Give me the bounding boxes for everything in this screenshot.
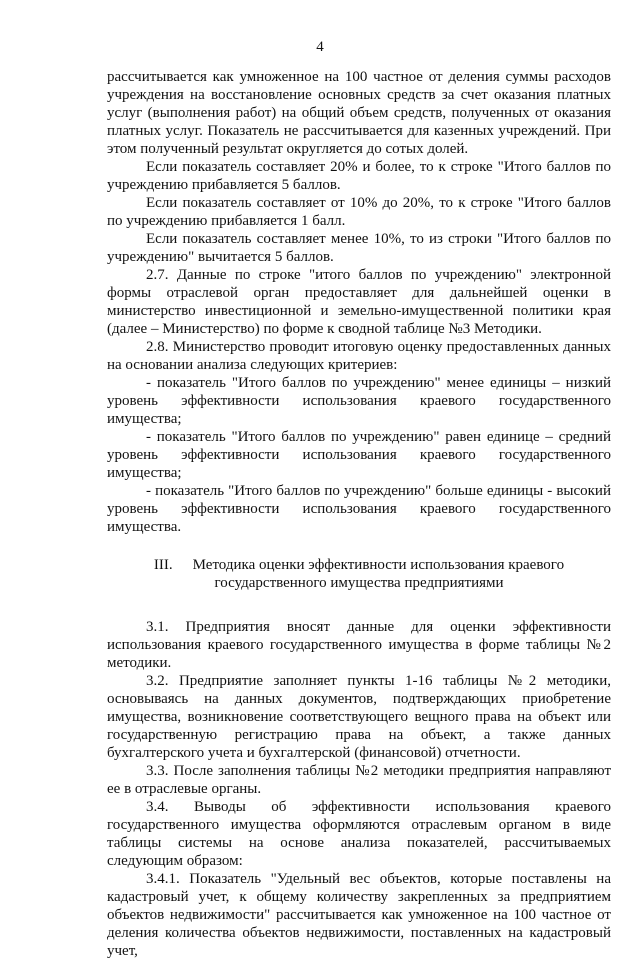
paragraph: - показатель "Итого баллов по учреждению" больше единицы - высокий уровень эффективности использования краевого государственного имущества. (107, 483, 611, 535)
page-number: 4 (316, 39, 324, 55)
paragraph: - показатель "Итого баллов по учреждению" равен единице – средний уровень эффективности использования краевого государственного имущества; (107, 429, 611, 481)
paragraph: 2.7. Данные по строке "итого баллов по учреждению" электронной формы отраслевой орган предоставляет для дальнейшей оценки в министерство инвестиционной и земельно-имущественной политики края (далее – Министерство) по форме к сводной таблице №3 Методики. (107, 267, 611, 337)
paragraph: 3.4. Выводы об эффективности использования краевого государственного имущества оформляются отраслевым органом в виде таблицы системы на основе анализа показателей, рассчитываемых следующим образом: (107, 799, 611, 869)
section-heading (107, 556, 611, 592)
paragraph: 3.4.1. Показатель "Удельный вес объектов, которые поставлены на кадастровый учет, к общему количеству закрепленных за предприятием объектов недвижимости" рассчитывается как умноженное на 100 частное от деления количества объектов недвижимости, поставленных на кадастровый учет, (107, 871, 611, 959)
paragraph: рассчитывается как умноженное на 100 частное от деления суммы расходов учреждения на восстановление основных средств за счет оказания платных услуг (выполнения работ) на общий объем средств, полученных от оказания платных услуг. Показатель не рассчитывается для казенных учреждений. При этом полученный результат округляется до сотых долей. (107, 69, 611, 157)
paragraph: 3.2. Предприятие заполняет пункты 1-16 таблицы №2 методики, основываясь на данных документов, подтверждающих приобретение имущества, возникновение соответствующего вещного права на объект или государственную регистрацию права на объект, а также данных бухгалтерского учета и бухгалтерской (финансовой) отчетности. (107, 673, 611, 761)
paragraph: Если показатель составляет от 10% до 20%, то к строке "Итого баллов по учреждению прибавляется 1 балл. (107, 195, 611, 229)
paragraph: 3.1. Предприятия вносят данные для оценки эффективности использования краевого государственного имущества в форме таблицы №2 методики. (107, 619, 611, 671)
paragraphs-before-section (107, 68, 611, 536)
section-numeral: III. (153, 557, 173, 573)
paragraph: - показатель "Итого баллов по учреждению" менее единицы – низкий уровень эффективности использования краевого государственного имущества; (107, 375, 611, 427)
paragraph: Если показатель составляет менее 10%, то из строки "Итого баллов по учреждению" вычитается 5 баллов. (107, 231, 611, 265)
paragraphs-after-section (107, 618, 611, 960)
paragraph: 3.3. После заполнения таблицы №2 методики предприятия направляют ее в отраслевые органы. (107, 763, 611, 797)
paragraph: Если показатель составляет 20% и более, то к строке "Итого баллов по учреждению прибавляется 5 баллов. (107, 159, 611, 193)
section-title: Методика оценки эффективности использования краевого государственного имущества предприятиями (192, 557, 565, 591)
paragraph: 2.8. Министерство проводит итоговую оценку предоставленных данных на основании анализа следующих критериев: (107, 339, 611, 373)
document-body (107, 68, 611, 960)
